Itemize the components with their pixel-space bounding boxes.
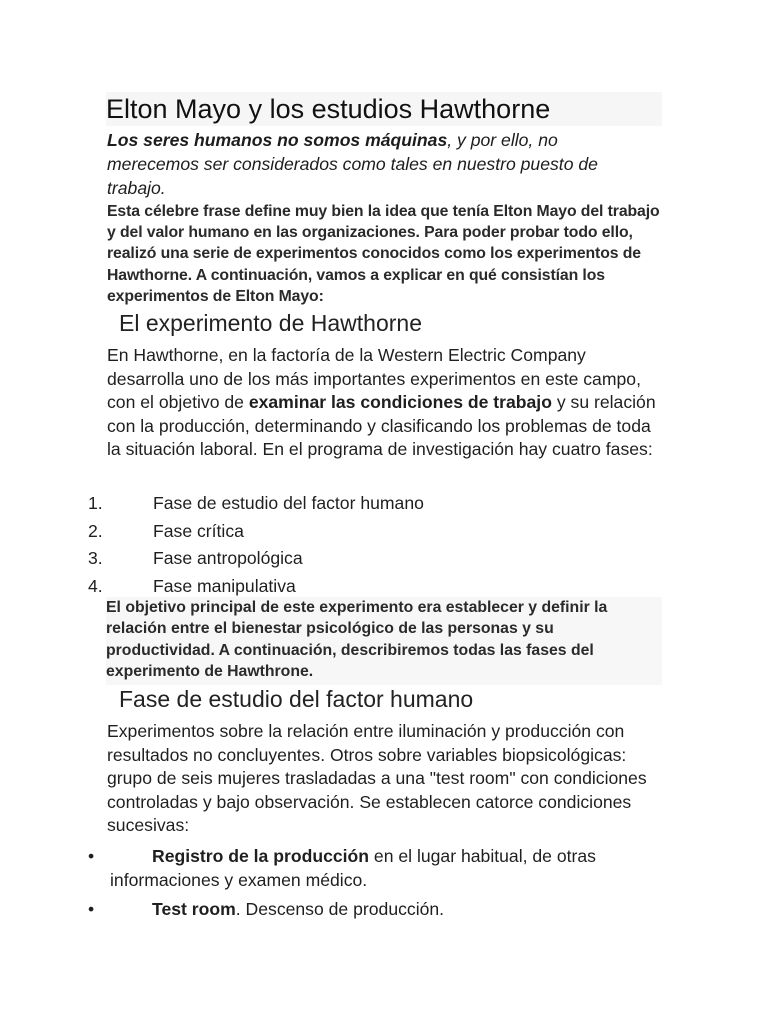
list-item-label: Fase antropológica bbox=[153, 548, 303, 568]
list-number: 2. bbox=[88, 520, 103, 541]
section-heading-hawthorne: El experimento de Hawthorne bbox=[119, 310, 422, 336]
list-item-label: Fase manipulativa bbox=[153, 575, 296, 596]
bullet-icon: • bbox=[88, 899, 95, 919]
list-item bbox=[88, 490, 648, 518]
list-number: 4. bbox=[88, 575, 103, 596]
phases-list bbox=[88, 490, 648, 600]
list-number: 1. bbox=[88, 493, 103, 513]
hawthorne-paragraph bbox=[107, 344, 657, 462]
list-number: 3. bbox=[88, 548, 103, 568]
intro-quote-rest: , y por ello, no merecemos ser considerados como tales en nuestro puesto de trabajo. bbox=[107, 130, 598, 198]
list-item-label: Fase crítica bbox=[153, 520, 244, 541]
list-item bbox=[88, 897, 648, 921]
objective-callout: El objetivo principal de este experimento era establecer y definir la relación entre el bienestar psicológico de las personas y su productividad. A continuación, describiremos todas las fases del experimento de Hawthrone. bbox=[106, 597, 662, 685]
list-item-bold: Registro de la producción bbox=[152, 846, 370, 866]
list-item bbox=[88, 518, 648, 546]
list-item-bold: Test room bbox=[152, 899, 236, 919]
list-item bbox=[88, 844, 648, 892]
bullet-icon: • bbox=[88, 846, 95, 866]
list-item bbox=[88, 573, 648, 601]
human-factor-paragraph: Experimentos sobre la relación entre iluminación y producción con resultados no concluyentes. Otros sobre variables biopsicológicas: grupo de seis mujeres trasladadas a una "test room" con condiciones controladas y bajo observación. Se establecen catorce condiciones sucesivas: bbox=[107, 721, 647, 836]
list-item-text: . Descenso de producción. bbox=[235, 899, 445, 919]
list-item-text: en el lugar habitual, de otras informaciones y examen médico. bbox=[110, 846, 596, 890]
intro-quote bbox=[107, 128, 647, 200]
hawthorne-paragraph-b: y su relación con la producción, determinando y clasificando los problemas de toda la situación laboral. En el programa de investigación hay cuatro fases: bbox=[107, 392, 656, 460]
hawthorne-paragraph-bold: examinar las condiciones de trabajo bbox=[248, 392, 552, 413]
conditions-list bbox=[88, 844, 648, 926]
list-item-label: Fase de estudio del factor humano bbox=[153, 493, 424, 513]
intro-quote-bold: Los seres humanos no somos máquinas bbox=[107, 130, 448, 150]
intro-paragraph: Esta célebre frase define muy bien la idea que tenía Elton Mayo del trabajo y del valor humano en las organizaciones. Para poder probar todo ello, realizó una serie de experimentos conocidos como los experimentos de Hawthorne. A continuación, vamos a explicar en qué consistían los experimentos de Elton Mayo: bbox=[107, 203, 660, 305]
page-title: Elton Mayo y los estudios Hawthorne bbox=[106, 92, 662, 126]
hawthorne-paragraph-a: En Hawthorne, en la factoría de la Western Electric Company desarrolla uno de los más importantes experimentos en este campo, con el objetivo de bbox=[107, 345, 641, 413]
section-heading-human-factor: Fase de estudio del factor humano bbox=[119, 686, 474, 712]
list-item bbox=[88, 545, 648, 573]
